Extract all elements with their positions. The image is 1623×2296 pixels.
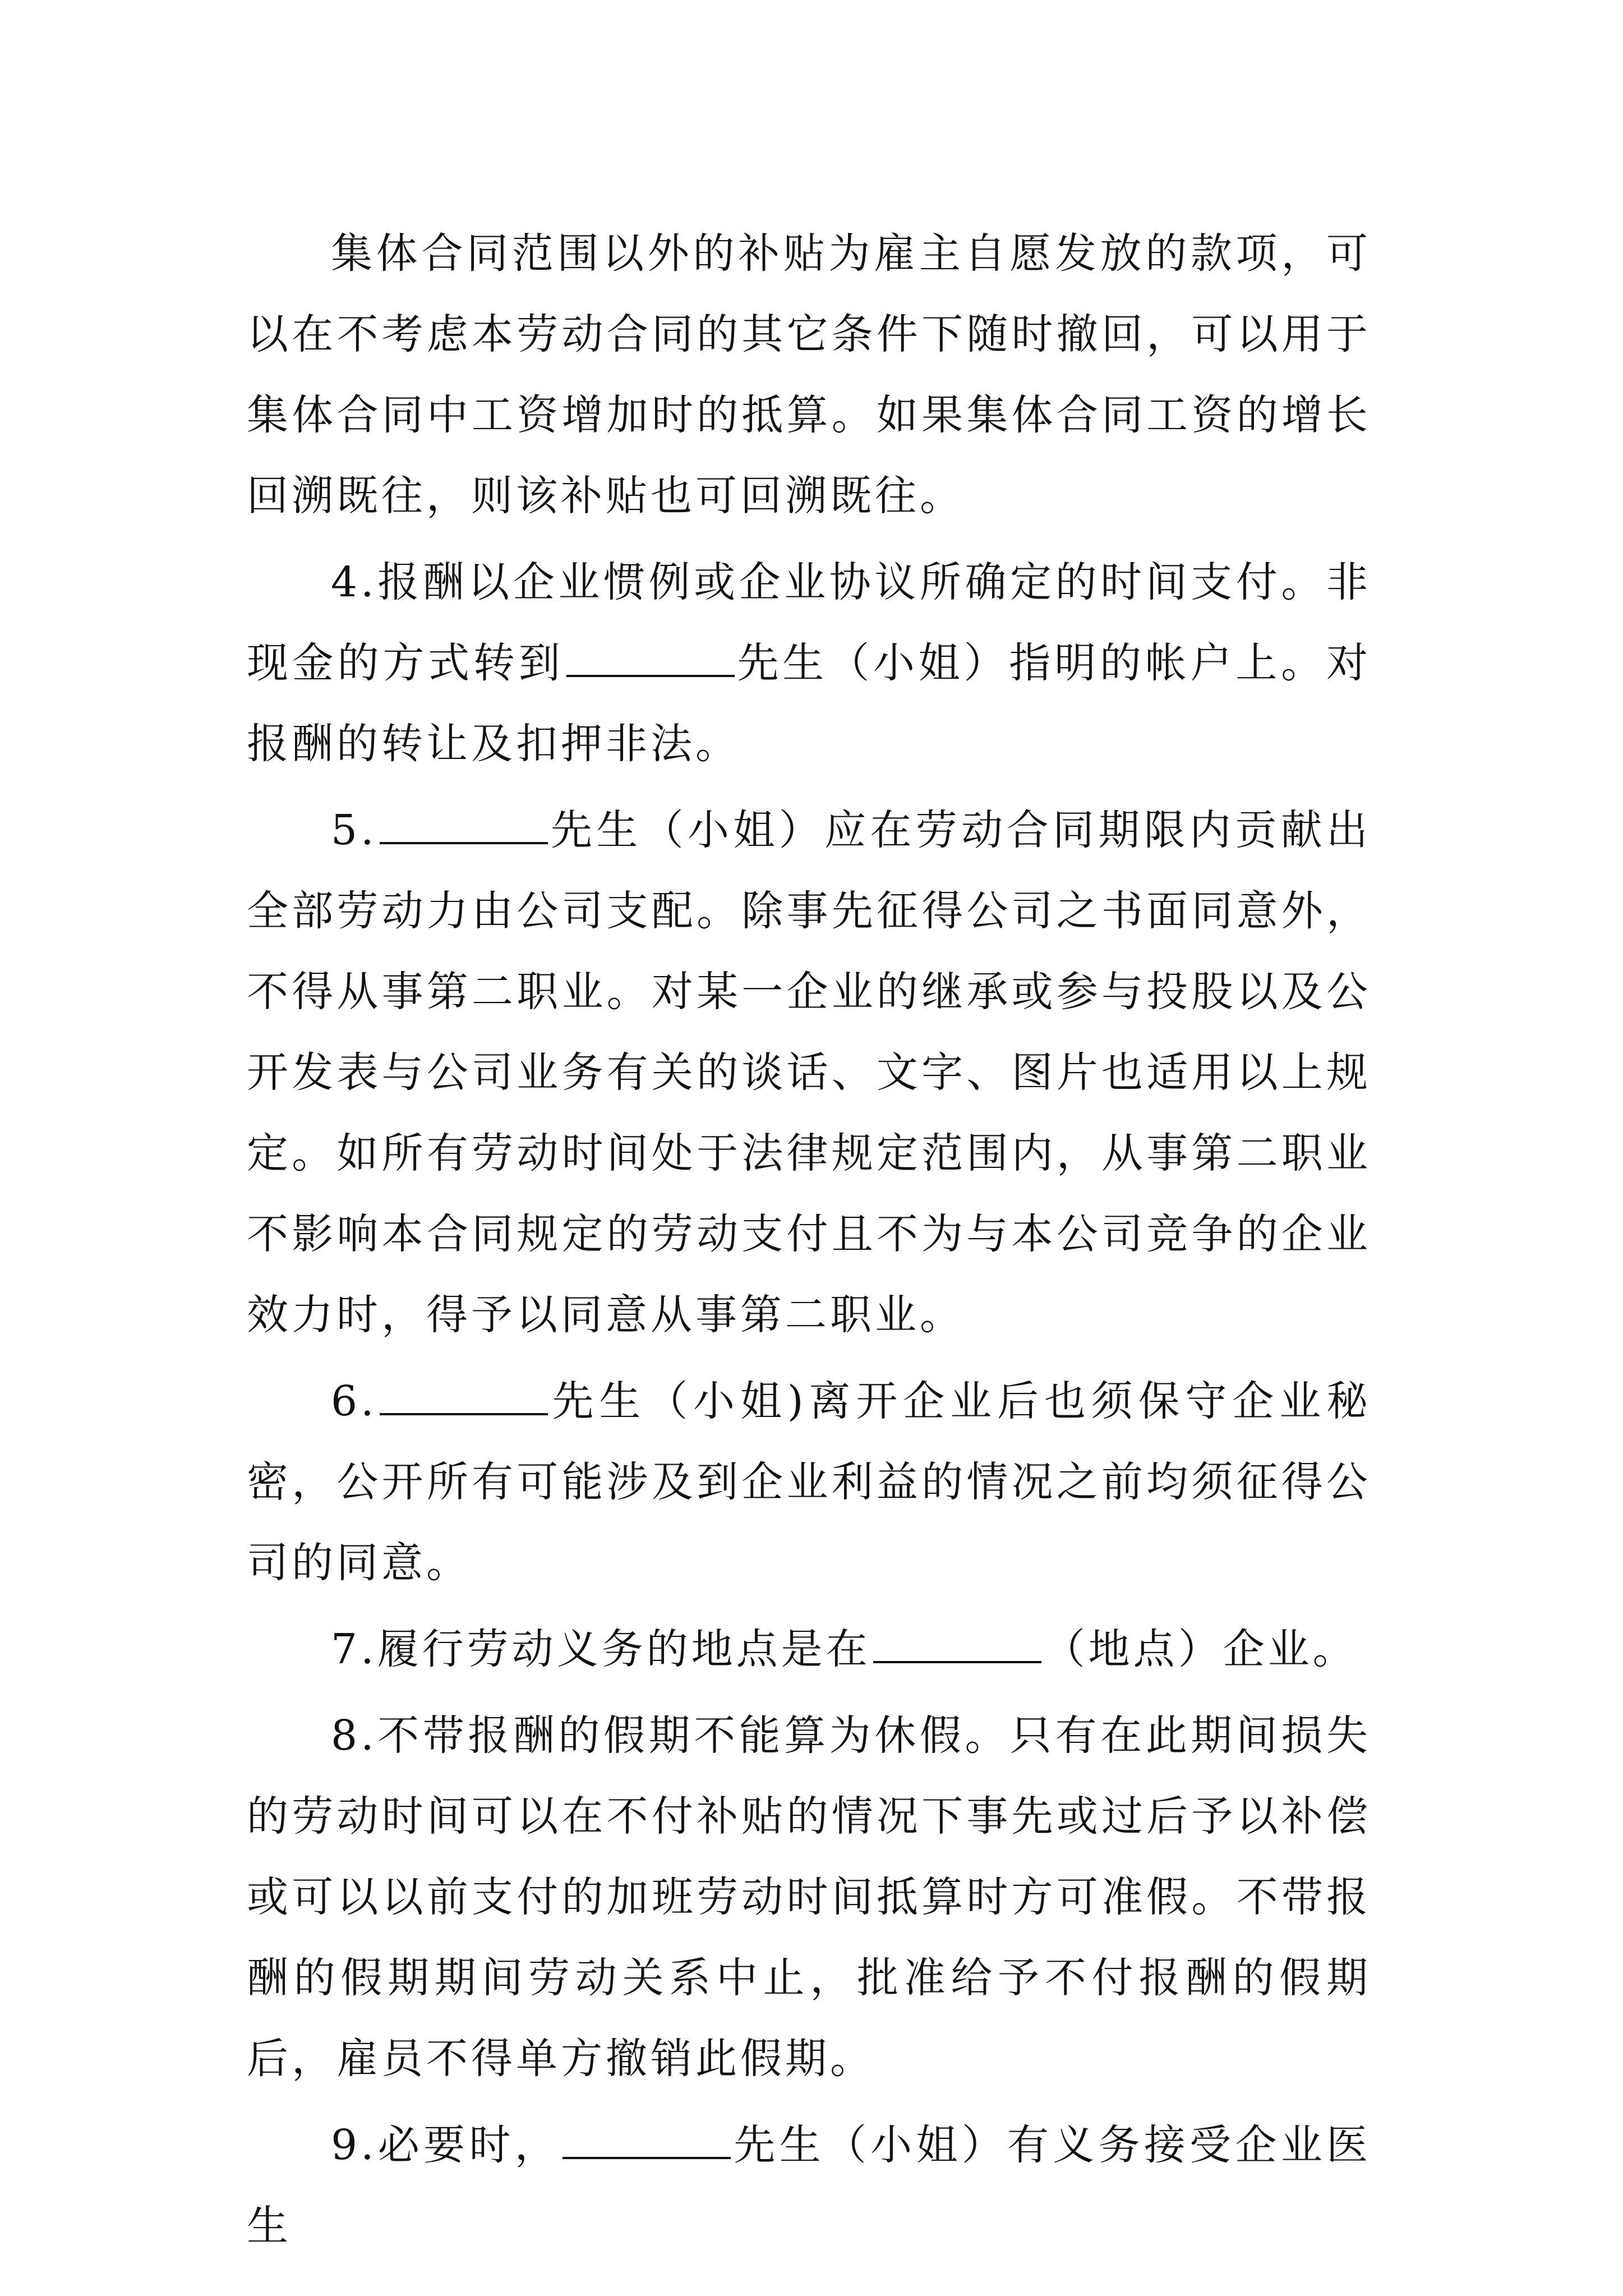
blank-line xyxy=(566,641,735,677)
paragraph-text: 4.报酬以企业惯例或企业协议所确定的时间支付。非现金的方式转到 xyxy=(247,558,1371,687)
document-body xyxy=(247,213,1371,2266)
paragraph-clause-8 xyxy=(247,1695,1371,2099)
paragraph-clause-4 xyxy=(247,542,1371,784)
paragraph-text: 9.必要时， xyxy=(331,2121,561,2169)
paragraph-text: 先生（小姐）应在劳动合同期限内贡献出全部劳动力由公司支配。除事先征得公司之书面同意外，不得从事第二职业。对某一企业的继承或参与投股以及公开发表与公司业务有关的谈话、文字、图片也适用以上规定。如所有劳动时间处于法律规定范围内，从事第二职业不影响本合同规定的劳动支付且不为与本公司竞争的企业效力时，得予以同意从事第二职业。 xyxy=(247,806,1371,1339)
paragraph-text: 8.不带报酬的假期不能算为休假。只有在此期间损失的劳动时间可以在不付补贴的情况下事先或过后予以补偿或可以以前支付的加班劳动时间抵算时方可准假。不带报酬的假期期间劳动关系中止，批准给予不付报酬的假期后，雇员不得单方撤销此假期。 xyxy=(247,1711,1371,2083)
paragraph-text: 集体合同范围以外的补贴为雇主自愿发放的款项，可以在不考虑本劳动合同的其它条件下随时撤回，可以用于集体合同中工资增加时的抵算。如果集体合同工资的增长回溯既往，则该补贴也可回溯既往。 xyxy=(247,229,1371,520)
blank-line xyxy=(873,1627,1041,1663)
blank-line xyxy=(562,2123,731,2159)
paragraph-clause-9 xyxy=(247,2105,1371,2266)
paragraph-text: 先生（小姐)离开企业后也须保守企业秘密，公开所有可能涉及到企业利益的情况之前均须征得公司的同意。 xyxy=(247,1377,1371,1587)
blank-line xyxy=(380,808,548,844)
paragraph-clause-6 xyxy=(247,1361,1371,1603)
paragraph-allowance xyxy=(247,213,1371,536)
paragraph-text: 先生（小姐）指明的帐户上。对报酬的转让及扣押非法。 xyxy=(247,639,1372,768)
paragraph-text: 6. xyxy=(331,1377,377,1425)
paragraph-clause-7 xyxy=(247,1609,1371,1690)
paragraph-text: 先生（小姐）有义务接受企业医生 xyxy=(247,2121,1372,2250)
blank-line xyxy=(380,1379,548,1415)
paragraph-text: 7.履行劳动义务的地点是在 xyxy=(331,1625,871,1673)
paragraph-text: （地点）企业。 xyxy=(1043,1625,1358,1673)
paragraph-text: 5. xyxy=(331,806,377,854)
paragraph-clause-5 xyxy=(247,790,1371,1355)
